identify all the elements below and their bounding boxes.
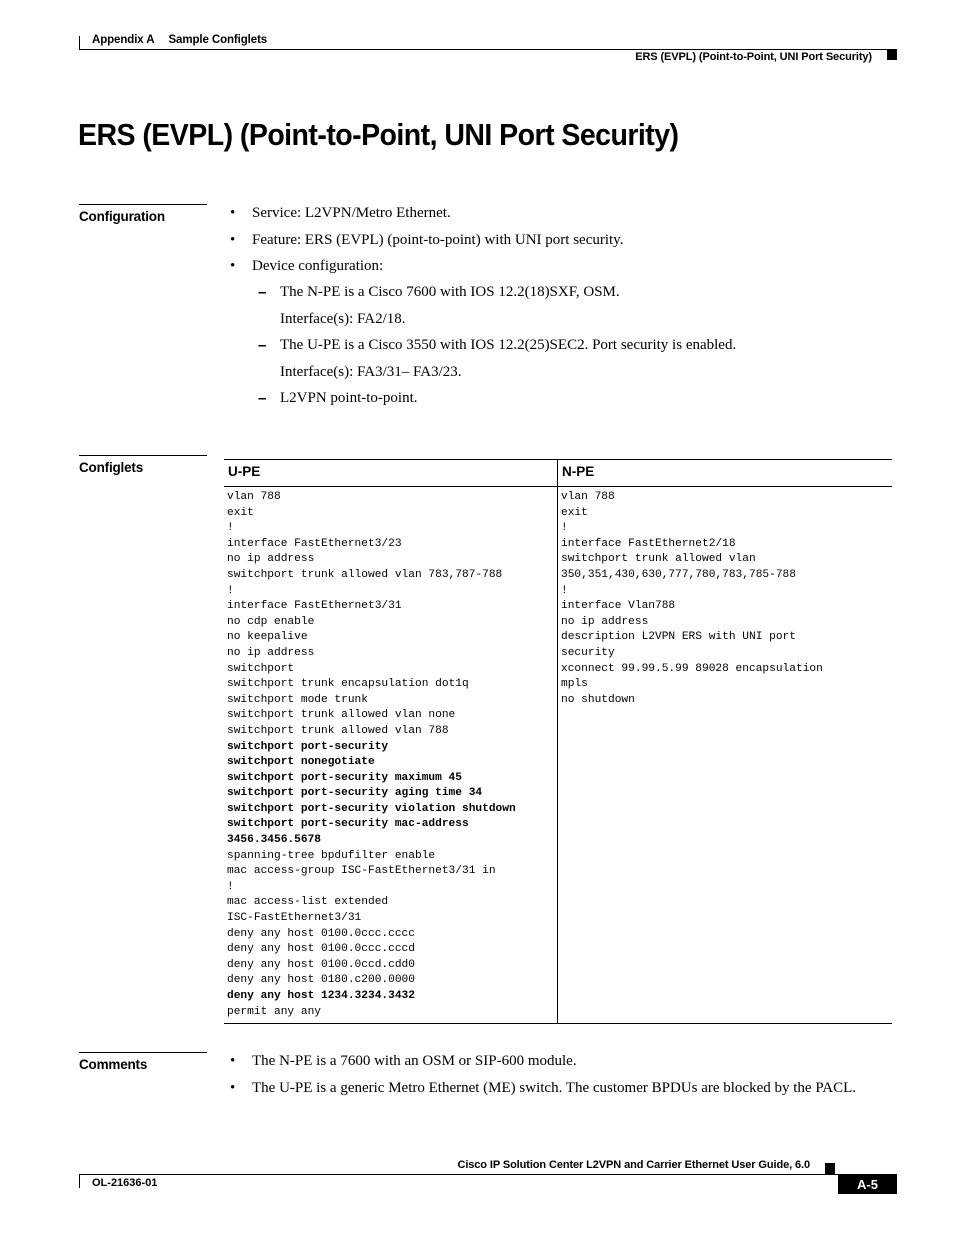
- page-number: A-5: [838, 1175, 897, 1194]
- code-line: switchport port-security violation shutdown: [227, 802, 516, 815]
- code-line: !: [561, 522, 568, 535]
- code-line: mac access-list extended: [227, 896, 389, 909]
- footer-guide-title: Cisco IP Solution Center L2VPN and Carrier Ethernet User Guide, 6.0: [457, 1159, 810, 1171]
- code-line: xconnect 99.99.5.99 89028 encapsulation: [561, 662, 823, 675]
- code-line: switchport port-security aging time 34: [227, 787, 483, 800]
- code-line: no ip address: [227, 553, 315, 566]
- code-line: deny any host 0100.0ccd.cdd0: [227, 958, 415, 971]
- configuration-list: [230, 205, 623, 275]
- code-line: interface FastEthernet3/31: [227, 600, 402, 613]
- code-line: !: [561, 584, 568, 597]
- code-line: 3456.3456.5678: [227, 834, 321, 847]
- list-item: • Service: L2VPN/Metro Ethernet.: [230, 205, 451, 221]
- sub-list-item: – The U-PE is a Cisco 3550 with IOS 12.2(25)SEC2. Port security is enabled.: [258, 337, 737, 354]
- upe-configlet: [224, 487, 558, 1023]
- code-line: switchport trunk allowed vlan: [561, 553, 756, 566]
- header-chapter: Sample Configlets: [168, 34, 268, 46]
- code-line: description L2VPN ERS with UNI port: [561, 631, 796, 644]
- configlets-table-body: [224, 487, 892, 1023]
- bullet-icon: •: [230, 231, 236, 248]
- code-line: exit: [561, 506, 588, 519]
- code-line: deny any host 1234.3234.3432: [227, 990, 415, 1002]
- code-line: permit any any: [227, 1005, 321, 1018]
- sub-list-detail: Interface(s): FA2/18.: [280, 310, 406, 327]
- configlets-table: [224, 459, 892, 1024]
- code-line: !: [227, 522, 234, 535]
- code-line: exit: [227, 506, 254, 519]
- code-line: vlan 788: [227, 491, 281, 503]
- dash-icon: –: [258, 284, 267, 301]
- code-line: spanning-tree bpdufilter enable: [227, 849, 436, 862]
- code-line: no ip address: [561, 615, 649, 628]
- header-breadcrumb: [92, 34, 267, 46]
- code-line: switchport port-security mac-address: [227, 818, 469, 831]
- code-line: ISC-FastEthernet3/31: [227, 912, 362, 925]
- sub-list-item: – The N-PE is a Cisco 7600 with IOS 12.2(18)SXF, OSM.: [258, 284, 620, 301]
- configuration-label: Configuration: [79, 204, 207, 224]
- code-line: 350,351,430,630,777,780,783,785-788: [561, 568, 796, 581]
- code-line: no shutdown: [561, 693, 635, 706]
- code-line: switchport trunk allowed vlan none: [227, 709, 456, 722]
- code-line: security: [561, 646, 615, 659]
- comments-list: [230, 1053, 856, 1097]
- code-line: deny any host 0180.c200.0000: [227, 974, 415, 987]
- code-line: !: [227, 880, 234, 893]
- code-line: deny any host 0100.0ccc.cccc: [227, 927, 415, 940]
- header-rule-left: [79, 36, 80, 49]
- code-line: switchport port-security maximum 45: [227, 771, 462, 784]
- footer-rule-left: [79, 1174, 80, 1188]
- list-item: • Device configuration:: [230, 258, 384, 274]
- dash-icon: –: [258, 390, 267, 407]
- list-item: • The N-PE is a 7600 with an OSM or SIP-600 module.: [230, 1053, 577, 1069]
- code-line: interface Vlan788: [561, 600, 676, 613]
- header-marker: [887, 50, 897, 60]
- footer-rule: [79, 1174, 897, 1175]
- code-line: interface FastEthernet3/23: [227, 537, 402, 550]
- footer-doc-id: OL-21636-01: [92, 1177, 158, 1189]
- code-line: no ip address: [227, 646, 315, 659]
- code-line: !: [227, 584, 234, 597]
- code-line: switchport: [227, 662, 295, 675]
- page-title: ERS (EVPL) (Point-to-Point, UNI Port Security): [78, 117, 679, 152]
- list-item: • Feature: ERS (EVPL) (point-to-point) with UNI port security.: [230, 231, 624, 248]
- code-line: interface FastEthernet2/18: [561, 537, 736, 550]
- comments-label: Comments: [79, 1052, 207, 1072]
- code-line: switchport nonegotiate: [227, 756, 375, 769]
- code-line: mpls: [561, 678, 588, 691]
- list-item: • The U-PE is a generic Metro Ethernet (ME) switch. The customer BPDUs are blocked by the PACL.: [230, 1079, 857, 1096]
- npe-column-header: N-PE: [562, 464, 595, 479]
- bullet-icon: •: [230, 1079, 236, 1096]
- configlets-table-header: [224, 460, 892, 487]
- code-line: switchport trunk allowed vlan 788: [227, 724, 449, 737]
- code-line: no keepalive: [227, 631, 308, 644]
- code-line: switchport mode trunk: [227, 693, 368, 706]
- configlets-label: Configlets: [79, 455, 207, 475]
- bullet-icon: •: [230, 205, 236, 221]
- npe-configlet: [558, 487, 892, 1023]
- header-section: ERS (EVPL) (Point-to-Point, UNI Port Security): [635, 51, 872, 63]
- sub-list-detail: Interface(s): FA3/31– FA3/23.: [280, 363, 462, 380]
- bullet-icon: •: [230, 1053, 236, 1069]
- code-line: mac access-group ISC-FastEthernet3/31 in: [227, 865, 496, 878]
- code-line: deny any host 0100.0ccc.cccd: [227, 943, 415, 956]
- code-line: switchport trunk encapsulation dot1q: [227, 678, 469, 691]
- upe-column-header: U-PE: [224, 460, 558, 486]
- sub-list-item: – L2VPN point-to-point.: [258, 390, 418, 407]
- header-rule: [79, 49, 897, 50]
- device-config-list: [258, 284, 736, 407]
- bullet-icon: •: [230, 258, 236, 274]
- code-line: vlan 788: [561, 491, 615, 503]
- code-line: switchport port-security: [227, 740, 389, 753]
- code-line: switchport trunk allowed vlan 783,787-788: [227, 568, 503, 581]
- dash-icon: –: [258, 337, 267, 354]
- header-appendix: Appendix A: [92, 34, 155, 46]
- code-line: no cdp enable: [227, 615, 315, 628]
- footer-marker: [825, 1163, 835, 1174]
